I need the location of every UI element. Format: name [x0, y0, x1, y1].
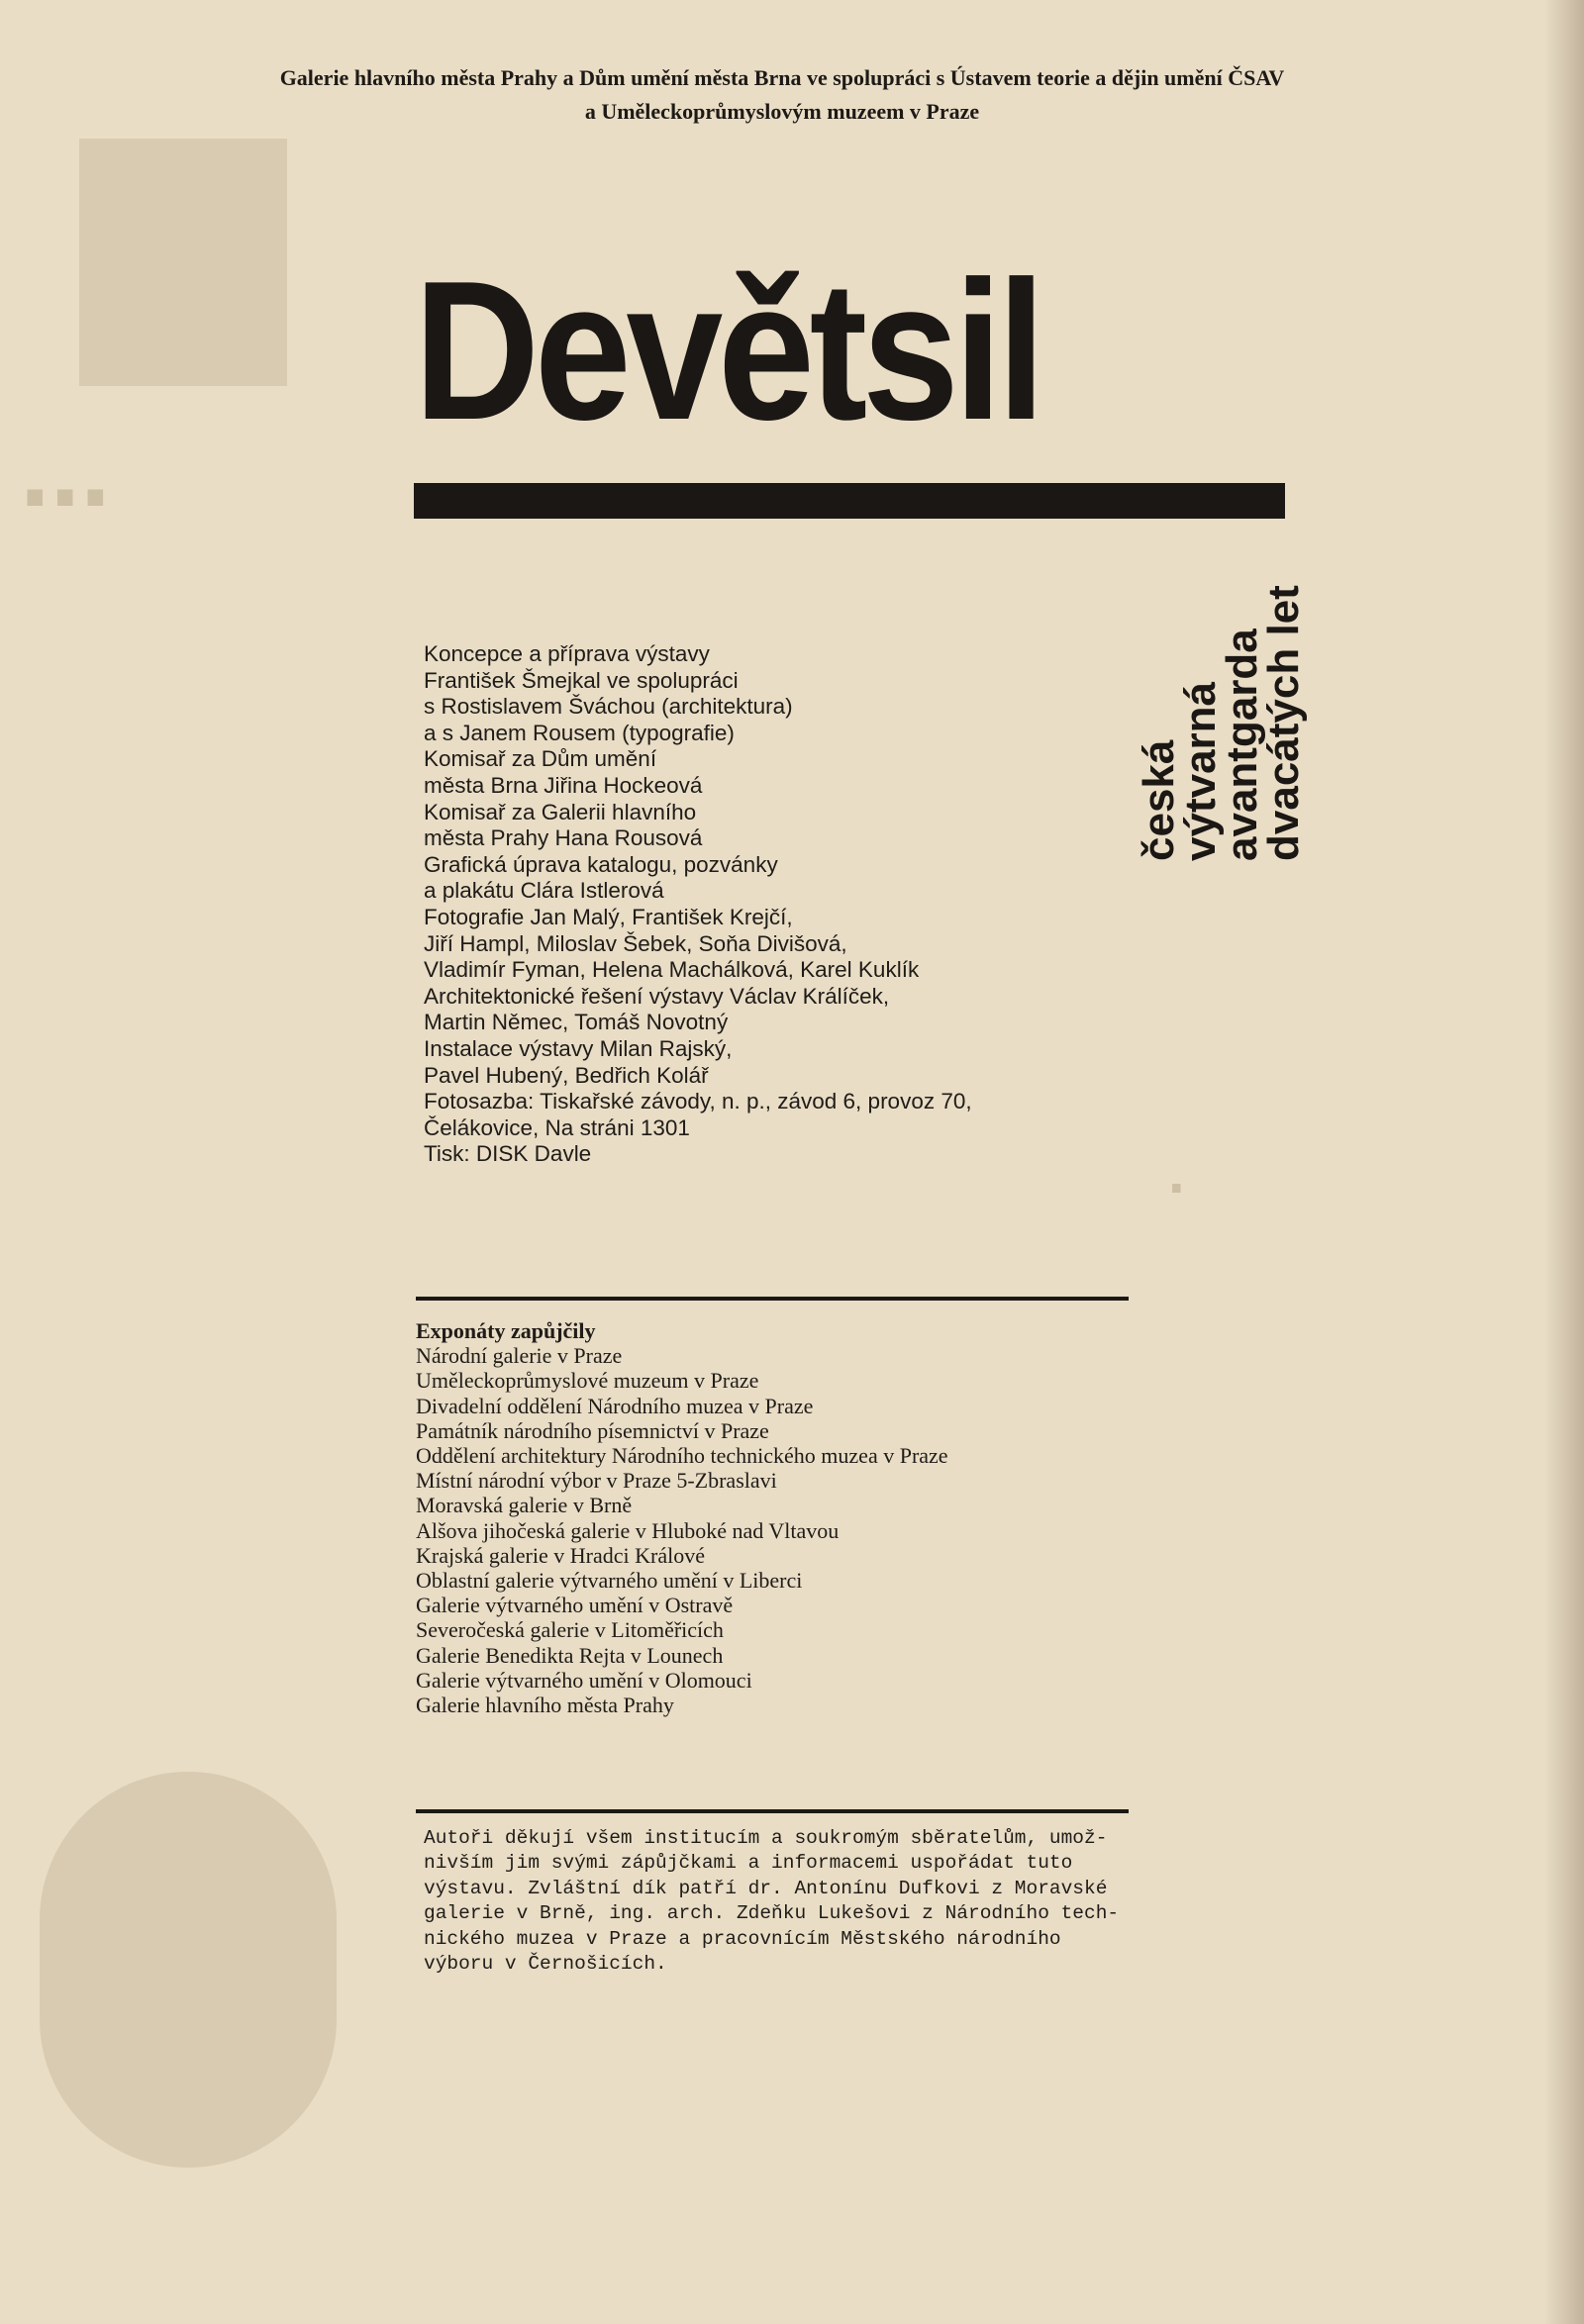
lender-item: Galerie výtvarného umění v Olomouci	[416, 1667, 752, 1693]
credits-block	[424, 641, 1097, 1168]
credits-line: Koncepce a příprava výstavy	[424, 641, 710, 666]
subtitle-line-4: dvacátých let	[1259, 585, 1308, 861]
credits-line: Fotosazba: Tiskařské závody, n. p., závod 6, provoz 70,	[424, 1089, 972, 1114]
credits-line: Komisař za Dům umění	[424, 746, 657, 772]
thanks-line: Autoři děkují všem institucím a soukromým sběratelům, umož-	[424, 1827, 1108, 1849]
lender-item: Severočeská galerie v Litoměřicích	[416, 1617, 724, 1643]
subtitle-line-2: výtvarná	[1176, 681, 1225, 861]
page-edge-shadow	[1544, 0, 1584, 2324]
acknowledgements-block	[424, 1826, 1137, 1977]
lender-item: Alšova jihočeská galerie v Hluboké nad Vltavou	[416, 1517, 840, 1543]
credits-line: Fotografie Jan Malý, František Krejčí,	[424, 904, 793, 929]
credits-line: města Brna Jiřina Hockeová	[424, 772, 703, 798]
lender-item: Místní národní výbor v Praze 5-Zbraslavi	[416, 1468, 777, 1494]
thanks-line: nivším jim svými zápůjčkami a informacemi uspořádat tuto	[424, 1852, 1073, 1875]
ghost-text-2: .	[1168, 1139, 1185, 1206]
organizers-line-2: a Uměleckoprůmyslovým muzeem v Praze	[584, 99, 980, 124]
thanks-line: nického muzea v Praze a pracovnícím Městského národního	[424, 1927, 1061, 1950]
lender-item: Uměleckoprůmyslové muzeum v Praze	[416, 1368, 759, 1394]
credits-line: Pavel Hubený, Bedřich Kolář	[424, 1062, 709, 1088]
lender-item: Oddělení architektury Národního technického muzea v Praze	[416, 1443, 948, 1469]
lenders-heading: Exponáty zapůjčily	[416, 1318, 596, 1343]
lender-item: Krajská galerie v Hradci Králové	[416, 1542, 705, 1568]
title-underline-bar	[414, 483, 1285, 519]
credits-line: s Rostislavem Šváchou (architektura)	[424, 694, 793, 720]
lender-item: Galerie Benedikta Rejta v Lounech	[416, 1642, 724, 1668]
credits-line: Vladimír Fyman, Helena Machálková, Karel Kuklík	[424, 957, 920, 983]
subtitle-rotated	[1135, 534, 1308, 861]
credits-line: města Prahy Hana Rousová	[424, 825, 703, 851]
lender-item: Divadelní oddělení Národního muzea v Praze	[416, 1393, 814, 1418]
thanks-line: galerie v Brně, ing. arch. Zdeňku Lukešovi z Národního tech-	[424, 1902, 1120, 1925]
exhibition-title: Devětsil	[414, 241, 1040, 461]
thanks-line: výstavu. Zvláštní dík patří dr. Antonínu Dufkovi z Moravské	[424, 1877, 1108, 1899]
divider-rule-1	[416, 1297, 1129, 1301]
ghost-text-1: ...	[20, 408, 111, 530]
credits-line: a plakátu Clára Istlerová	[424, 878, 664, 904]
subtitle-block	[1135, 534, 1336, 861]
subtitle-line-1: česká	[1135, 739, 1183, 861]
lender-item: Památník národního písemnictví v Praze	[416, 1417, 769, 1443]
credits-line: Grafická úprava katalogu, pozvánky	[424, 851, 778, 877]
lender-item: Moravská galerie v Brně	[416, 1493, 633, 1518]
divider-rule-2	[416, 1809, 1129, 1813]
organizers-line-1: Galerie hlavního města Prahy a Dům umění města Brna ve spolupráci s Ústavem teorie a dějin umění ČSAV	[279, 65, 1285, 90]
credits-line: Komisař za Galerii hlavního	[424, 799, 697, 824]
credits-line: Instalace výstavy Milan Rajský,	[424, 1035, 733, 1061]
credits-line: Martin Němec, Tomáš Novotný	[424, 1010, 729, 1035]
organizers-header	[59, 61, 1505, 129]
lender-item: Národní galerie v Praze	[416, 1343, 623, 1369]
credits-line: a s Janem Rousem (typografie)	[424, 720, 735, 745]
subtitle-line-3: avantgarda	[1218, 629, 1266, 861]
lender-item: Galerie výtvarného umění v Ostravě	[416, 1593, 734, 1618]
credits-line: Čelákovice, Na stráni 1301	[424, 1114, 690, 1140]
ghost-photo-top-left	[79, 139, 287, 386]
lender-item: Oblastní galerie výtvarného umění v Liberci	[416, 1568, 803, 1594]
credits-line: Jiří Hampl, Miloslav Šebek, Soňa Divišová,	[424, 930, 847, 956]
lenders-block	[416, 1318, 1168, 1717]
credits-line: Architektonické řešení výstavy Václav Králíček,	[424, 983, 890, 1009]
credits-line: František Šmejkal ve spolupráci	[424, 667, 739, 693]
thanks-line: výboru v Černošicích.	[424, 1953, 667, 1976]
credits-line: Tisk: DISK Davle	[424, 1141, 592, 1167]
lender-item: Galerie hlavního města Prahy	[416, 1693, 674, 1718]
ghost-photo-bottom-left	[40, 1772, 337, 2168]
